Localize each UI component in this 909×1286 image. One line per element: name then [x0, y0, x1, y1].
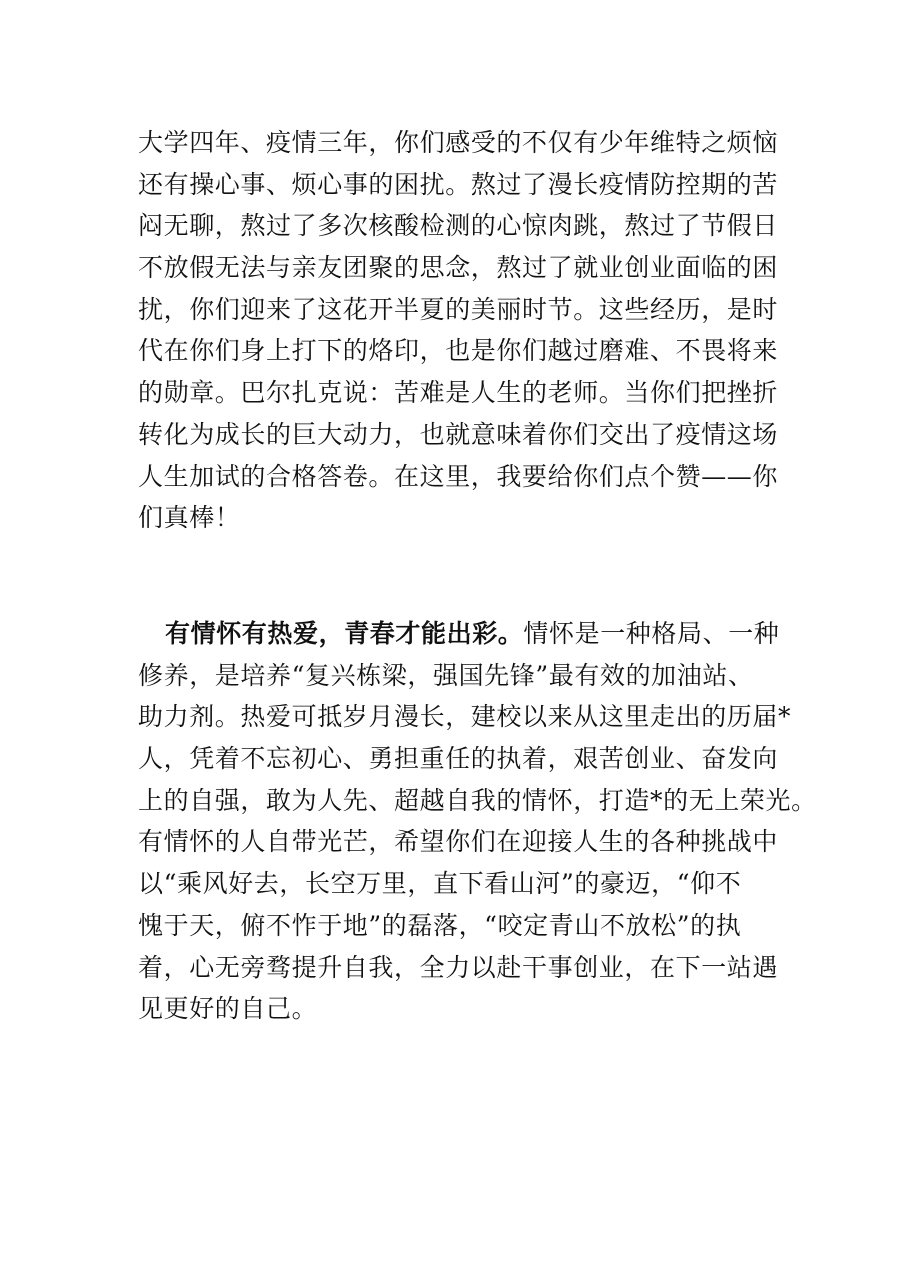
text-line: 转化为成长的巨大动力，也就意味着你们交出了疫情这场 — [138, 419, 779, 449]
text-line: 见更好的自己。 — [138, 994, 318, 1024]
paragraph-hardships — [138, 122, 778, 539]
text-line: 们真棒！ — [138, 503, 241, 533]
text-line: 闷无聊，熬过了多次核酸检测的心惊肉跳，熬过了节假日 — [138, 211, 779, 241]
text-line: 大学四年、疫情三年，你们感受的不仅有少年维特之烦恼 — [138, 128, 779, 157]
text-line-first — [138, 613, 778, 655]
text-line: 上的自强，敢为人先、超越自我的情怀，打造*的无上荣光。 — [138, 785, 817, 815]
text-line: 修养，是培养“复兴栋梁，强国先锋”最有效的加油站、 — [138, 660, 754, 690]
first-line-rest: 情怀是一种格局、一种 — [523, 619, 780, 648]
text-line: 着，心无旁骛提升自我，全力以赴干事创业，在下一站遇 — [138, 952, 779, 982]
text-line: 扰，你们迎来了这花开半夏的美丽时节。这些经历，是时 — [138, 294, 779, 324]
paragraph-passion — [138, 613, 817, 1030]
text-line: 以“乘风好去，长空万里，直下看山河”的豪迈，“仰不 — [138, 869, 742, 899]
text-line: 人，凭着不忘初心、勇担重任的执着，艰苦创业、奋发向 — [138, 744, 779, 774]
text-line: 的勋章。巴尔扎克说：苦难是人生的老师。当你们把挫折 — [138, 378, 779, 408]
text-line: 还有操心事、烦心事的困扰。熬过了漫长疫情防控期的苦 — [138, 169, 779, 199]
text-line: 不放假无法与亲友团聚的思念，熬过了就业创业面临的困 — [138, 253, 779, 283]
text-line: 愧于天，俯不怍于地”的磊落，“咬定青山不放松”的执 — [138, 910, 742, 940]
text-line: 代在你们身上打下的烙印，也是你们越过磨难、不畏将来 — [138, 336, 779, 366]
paragraph-heading: 有情怀有热爱，青春才能出彩。 — [165, 619, 524, 648]
text-line: 人生加试的合格答卷。在这里，我要给你们点个赞——你 — [138, 461, 779, 491]
text-line: 助力剂。热爱可抵岁月漫长，建校以来从这里走出的历届* — [138, 702, 792, 732]
text-line: 有情怀的人自带光芒，希望你们在迎接人生的各种挑战中 — [138, 827, 779, 857]
